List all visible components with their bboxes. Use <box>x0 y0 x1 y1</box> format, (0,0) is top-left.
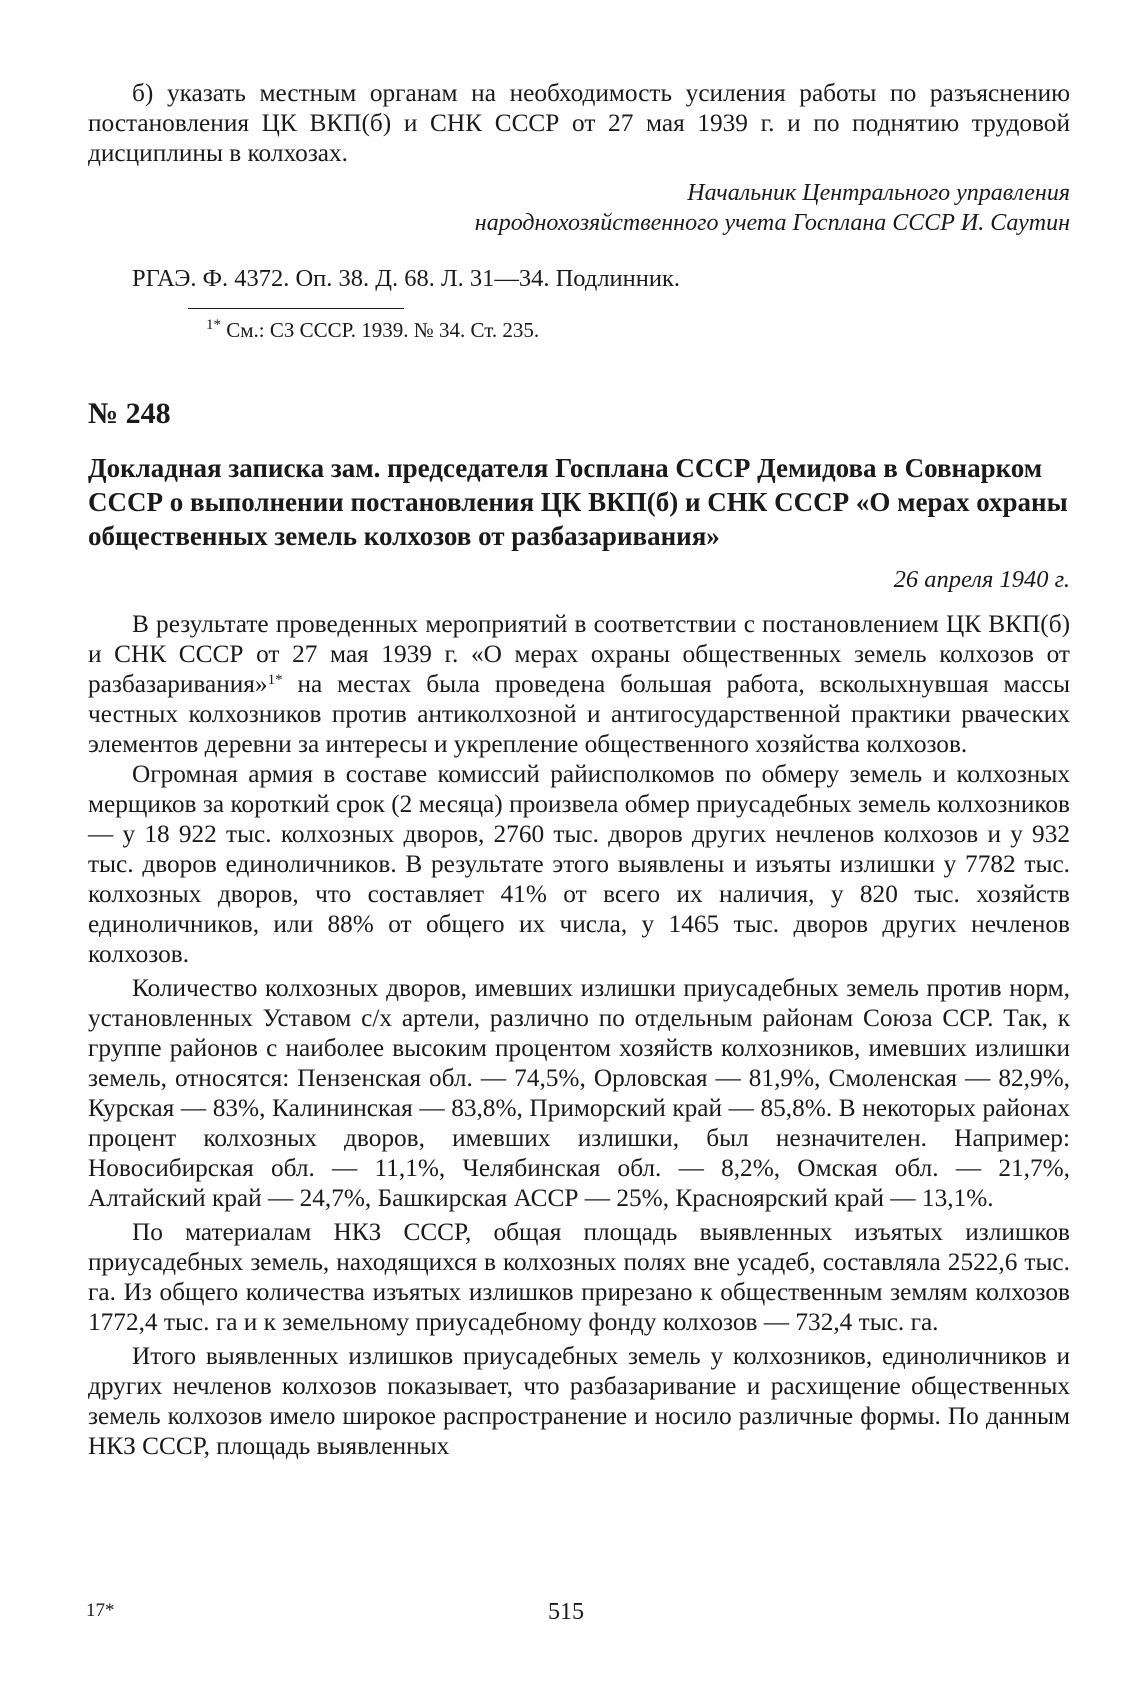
footnote-text: См.: СЗ СССР. 1939. № 34. Ст. 235. <box>226 318 540 342</box>
p1-text-end: на местах была проведена большая работа, всколыхнувшая массы честных колхозников против антиколхозной и антигосударственной практики рваческих элементов деревни за интересы и укрепление общественного хозяйства колхозов. <box>88 670 1070 758</box>
continuation-paragraph: б) указать местным органам на необходимость усиления работы по разъяснению постановления ЦК ВКП(б) и СНК СССР от 27 мая 1939 г. и по поднятию трудовой дисциплины в колхозах. <box>88 79 1070 167</box>
footnote-divider <box>188 308 404 309</box>
p1-text-start: В результате проведенных мероприятий в соответствии с постановлением ЦК ВКП(б) и СНК СССР от 27 мая 1939 г. «О мерах охраны общественных земель колхозов от разбазаривания» <box>88 610 1070 698</box>
body-paragraph-1 <box>88 609 1070 759</box>
document-title: Докладная записка зам. председателя Госплана СССР Демидова в Совнарком СССР о выполнении постановления ЦК ВКП(б) и СНК СССР «О мерах охраны общественных земель колхозов от разбазаривания» <box>88 453 1068 551</box>
signature-mark: 17* <box>86 1600 115 1621</box>
document-date: 26 апреля 1940 г. <box>893 566 1070 593</box>
document-page <box>88 78 1070 1461</box>
body-paragraph-2: Огромная армия в составе комиссий райисполкомов по обмеру земель и колхозных мерщиков за короткий срок (2 месяца) произвела обмер приусадебных земель колхозников — у 18 922 тыс. колхозных дворов, 2760 тыс. дворов других нечленов колхозов и у 932 тыс. дворов единоличников. В результате этого выявлены и изъяты излишки у 7782 тыс. колхозных дворов, что составляет 41% от всего их наличия, у 820 тыс. хозяйств единоличников, или 88% от общего их числа, у 1465 тыс. дворов других нечленов колхозов. <box>88 760 1070 968</box>
archive-reference: РГАЭ. Ф. 4372. Оп. 38. Д. 68. Л. 31—34. Подлинник. <box>132 265 681 292</box>
body-paragraph-5: Итого выявленных излишков приусадебных земель у колхозников, единоличников и других нечленов колхозов показывает, что разбазаривание и расхищение общественных земель колхозов имело широкое распространение и носило различные формы. По данным НКЗ СССР, площадь выявленных <box>88 1342 1070 1460</box>
signature-block <box>88 178 1070 238</box>
p1-footnote-marker: 1* <box>267 672 283 688</box>
signature-line-2: народнохозяйственного учета Госплана СССР И. Саутин <box>474 210 1070 236</box>
document-number: № 248 <box>88 397 171 430</box>
footnote-marker: 1* <box>206 317 221 333</box>
body-paragraph-4: По материалам НКЗ СССР, общая площадь выявленных изъятых излишков приусадебных земель, находящихся в колхозных полях вне усадеб, составляла 2522,6 тыс. га. Из общего количества изъятых излишков прирезано к общественным землям колхозов 1772,4 тыс. га и к земельному приусадебному фонду колхозов — 732,4 тыс. га. <box>88 1218 1070 1336</box>
footnote <box>206 317 1070 343</box>
body-paragraph-3: Количество колхозных дворов, имевших излишки приусадебных земель против норм, установленных Уставом с/х артели, различно по отдельным районам Союза ССР. Так, к группе районов с наиболее высоким процентом хозяйств колхозников, имевших излишки земель, относятся: Пензенская обл. — 74,5%, Орловская — 81,9%, Смоленская — 82,9%, Курская — 83%, Калининская — 83,8%, Приморский край — 85,8%. В некоторых районах процент колхозных дворов, имевших излишки, был незначителен. Например: Новосибирская обл. — 11,1%, Челябинская обл. — 8,2%, Омская обл. — 21,7%, Алтайский край — 24,7%, Башкирская АССР — 25%, Красноярский край — 13,1%. <box>88 974 1070 1212</box>
page-number: 515 <box>548 1599 584 1625</box>
signature-line-1: Начальник Центрального управления <box>687 180 1070 206</box>
